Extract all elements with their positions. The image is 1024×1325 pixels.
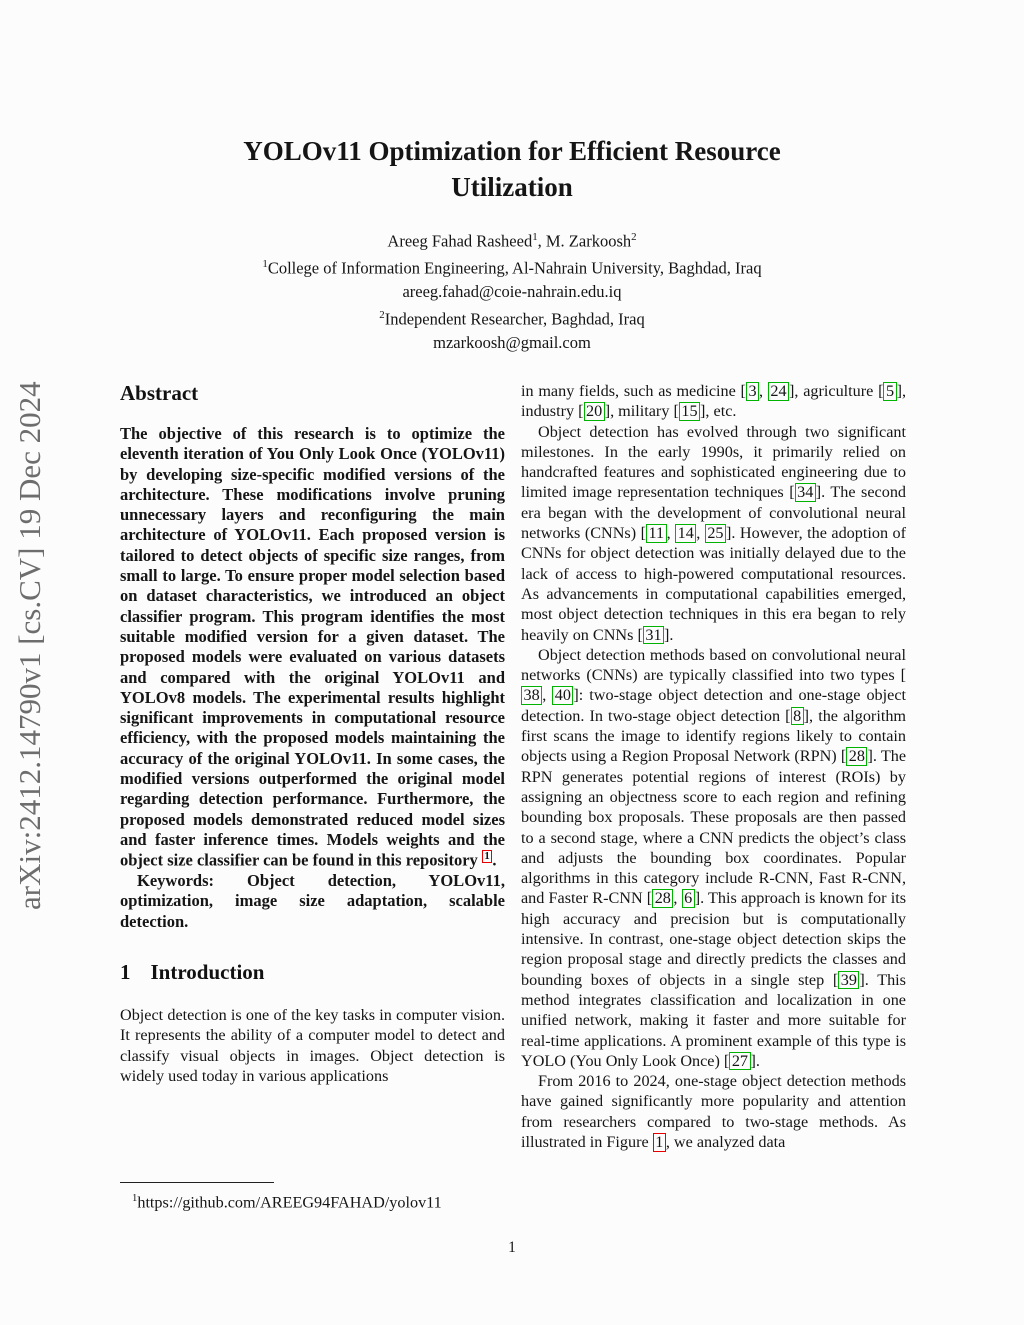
citation-link[interactable]: 34 (795, 483, 816, 502)
citation-link[interactable]: 28 (652, 889, 673, 908)
citation-link[interactable]: 5 (883, 382, 896, 401)
citation-link[interactable]: 14 (675, 524, 696, 543)
abstract-heading: Abstract (120, 381, 199, 405)
authors-block (0, 226, 1024, 354)
author-email-1: areeg.fahad@coie-nahrain.edu.iq (402, 282, 622, 301)
citation-link[interactable]: 28 (846, 747, 867, 766)
footnote-rule (120, 1182, 274, 1183)
body-paragraph: Object detection methods based on convolutional neural networks (CNNs) are typically classified into two types [38 , 40 ]: two-stage object detection and one-stage object detection. In two-stage object detection [ 8 ], the algorithm first scans the image to identify regions likely to contain objects using a Region Proposal Network (RPN) [ 28 ]. The RPN generates potential regions of interest (ROIs) by assigning an objectness score to each region and refining bounding box proposals. These proposals are then passed to a second stage, where a CNN predicts the object’s class and adjusts the bounding box coordinates. Popular algorithms in this category include R-CNN, Fast R-CNN, and Faster R-CNN [ 28 , 6 ]. This approach is known for its high accuracy and precision but is computationally intensive. In contrast, one-stage object detection skips the region proposal stage and directly predicts the classes and bounding boxes of objects in a single step [ 39 ]. This method integrates classification and localization in one unified network, making it faster and more suitable for real-time applications. A prominent example of this type is YOLO (You Only Look Once) [ 27 ]. (521, 645, 907, 1070)
body-paragraph: in many fields, such as medicine [ 3 , 24 ], agriculture [ 5 ], industry [ 20 ], military [ 15 ], etc. (521, 382, 906, 421)
section-number: 1 (120, 959, 131, 984)
citation-link[interactable]: 15 (679, 402, 700, 421)
two-column-body (120, 381, 906, 1213)
arxiv-watermark: arXiv:2412.14790v1 [cs.CV] 19 Dec 2024 (12, 381, 47, 911)
citation-link[interactable]: 31 (643, 626, 664, 645)
author-names: Areeg Fahad Rasheed$^1$, M. Zarkoosh$^2$ (387, 231, 637, 251)
citation-link[interactable]: 6 (682, 889, 695, 908)
paper-title (0, 133, 1024, 205)
footnote-url: $^1$https://github.com/AREEG94FAHAD/yolov11 (132, 1192, 442, 1212)
citation-link[interactable]: 20 (584, 402, 605, 421)
affiliation-1: $^1$College of Information Engineering, Al-Nahrain University, Baghdad, Iraq (262, 258, 762, 278)
citation-link[interactable]: 40 (552, 686, 573, 705)
body-paragraph: Object detection has evolved through two significant milestones. In the early 1990s, it primarily relied on handcrafted features and sophisticated engineering due to limited image representation techniques [ 34 ]. The second era began with the development of convolutional neural networks (CNNs) [ 11 , 14 , 25 ]. However, the adoption of CNNs for object detection was initially delayed due to the lack of access to high-powered computational resources. As advancements in computational capabilities emerged, most object detection techniques in this era began to rely heavily on CNNs [ 31 ]. (521, 422, 907, 644)
citation-link[interactable]: 27 (729, 1052, 750, 1071)
keywords-paragraph: Keywords: Object detection, YOLOv11, optimization, image size adaptation, scalable detection. (120, 871, 505, 931)
paper-title-line2: Utilization (451, 172, 573, 202)
body-paragraph: From 2016 to 2024, one-stage object detection methods have gained significantly more popularity and attention from researchers compared to two-stage methods. As illustrated in Figure 1 , we analyzed data (521, 1072, 906, 1151)
section-title: Introduction (150, 959, 265, 984)
right-column (521, 381, 906, 1213)
citation-link[interactable]: 25 (705, 524, 726, 543)
introduction-paragraph: Object detection is one of the key tasks in computer vision. It represents the ability of a computer model to detect and classify visual objects in images. Object detection is widely used today in various applications (120, 1005, 505, 1085)
page-number: 1 (508, 1239, 516, 1256)
affiliation-2: $^2$Independent Researcher, Baghdad, Iraq (379, 308, 645, 328)
figure-link[interactable]: 1 (653, 1133, 666, 1152)
citation-link[interactable]: 8 (791, 707, 804, 726)
citation-link[interactable]: 24 (768, 382, 789, 401)
footnote-link[interactable]: 1 (482, 850, 492, 863)
paper-title-line1: YOLOv11 Optimization for Efficient Resource (243, 136, 781, 166)
citation-link[interactable]: 11 (646, 524, 667, 543)
left-column (120, 381, 505, 1213)
citation-link[interactable]: 38 (521, 686, 542, 705)
citation-link[interactable]: 3 (746, 382, 759, 401)
footnote-block (120, 1182, 505, 1213)
citation-link[interactable]: 39 (838, 971, 859, 990)
section-heading-introduction (120, 960, 505, 985)
author-email-2: mzarkoosh@gmail.com (433, 332, 591, 352)
abstract-body: The objective of this research is to optimize the eleventh iteration of You Only Look Once (YOLOv11) by developing size-specific modified versions of the architecture. These modifications involve pruning unnecessary layers and reconfiguring the main architecture of YOLOv11. Each proposed version is tailored to detect objects of specific size ranges, from small to large. To ensure proper model selection based on dataset characteristics, we introduced an object classifier program. This program identifies the most suitable modified version for a given dataset. The proposed models were evaluated on various datasets and compared with the original YOLOv11 and YOLOv8 models. The experimental results highlight significant improvements in computational resource efficiency, with the proposed models maintaining the accuracy of the original YOLOv11. In some cases, the modified versions outperformed the original model regarding detection performance. Furthermore, the proposed models demonstrated reduced model sizes and faster inference times. Models weights and the object size classifier can be found in this repository $^1$ . (120, 424, 505, 870)
